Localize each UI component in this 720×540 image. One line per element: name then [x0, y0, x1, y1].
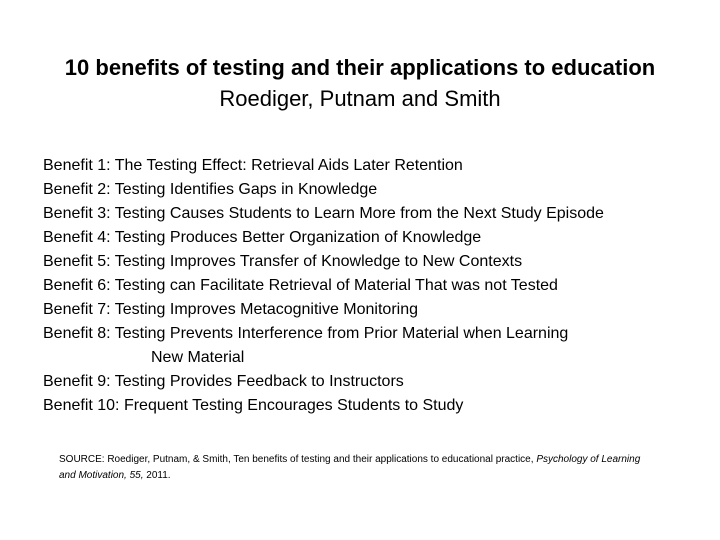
benefit-item-4 [43, 226, 693, 250]
benefit-text: Benefit 7: Testing Improves Metacognitive Monitoring [43, 301, 419, 318]
benefit-text: Benefit 10: Frequent Testing Encourages Students to Study [43, 397, 464, 414]
title-block [0, 52, 720, 114]
benefit-item-5 [43, 250, 693, 274]
benefit-item-10 [43, 394, 693, 418]
source-prefix: SOURCE: Roediger, Putnam, & Smith, Ten benefits of testing and their applications to educational practice, [59, 454, 534, 465]
benefit-text: Benefit 3: Testing Causes Students to Learn More from the Next Study Episode [43, 205, 604, 222]
benefit-text-continuation: New Material [151, 349, 245, 366]
benefit-text: Benefit 4: Testing Produces Better Organization of Knowledge [43, 229, 482, 246]
benefit-item-1 [43, 154, 693, 178]
benefit-item-6 [43, 274, 693, 298]
benefit-item-9 [43, 370, 693, 394]
source-year: 2011. [146, 470, 171, 481]
benefit-text: Benefit 1: The Testing Effect: Retrieval Aids Later Retention [43, 157, 463, 174]
benefit-text: Benefit 2: Testing Identifies Gaps in Knowledge [43, 181, 378, 198]
benefit-text: Benefit 9: Testing Provides Feedback to Instructors [43, 373, 404, 390]
benefit-item-8 [43, 322, 693, 370]
benefit-text: Benefit 6: Testing can Facilitate Retrieval of Material That was not Tested [43, 277, 558, 294]
benefit-item-7 [43, 298, 693, 322]
benefits-list [43, 154, 693, 418]
benefit-text: Benefit 5: Testing Improves Transfer of Knowledge to New Contexts [43, 253, 523, 270]
source-citation [59, 452, 659, 484]
source-journal: Psychology of Learning and Motivation, 55, [59, 454, 641, 481]
benefit-item-2 [43, 178, 693, 202]
benefit-text: Benefit 8: Testing Prevents Interference from Prior Material when Learning [43, 325, 569, 342]
page-title: 10 benefits of testing and their applications to education [64, 55, 656, 80]
benefit-item-3 [43, 202, 693, 226]
page-subtitle-authors: Roediger, Putnam and Smith [219, 86, 501, 111]
